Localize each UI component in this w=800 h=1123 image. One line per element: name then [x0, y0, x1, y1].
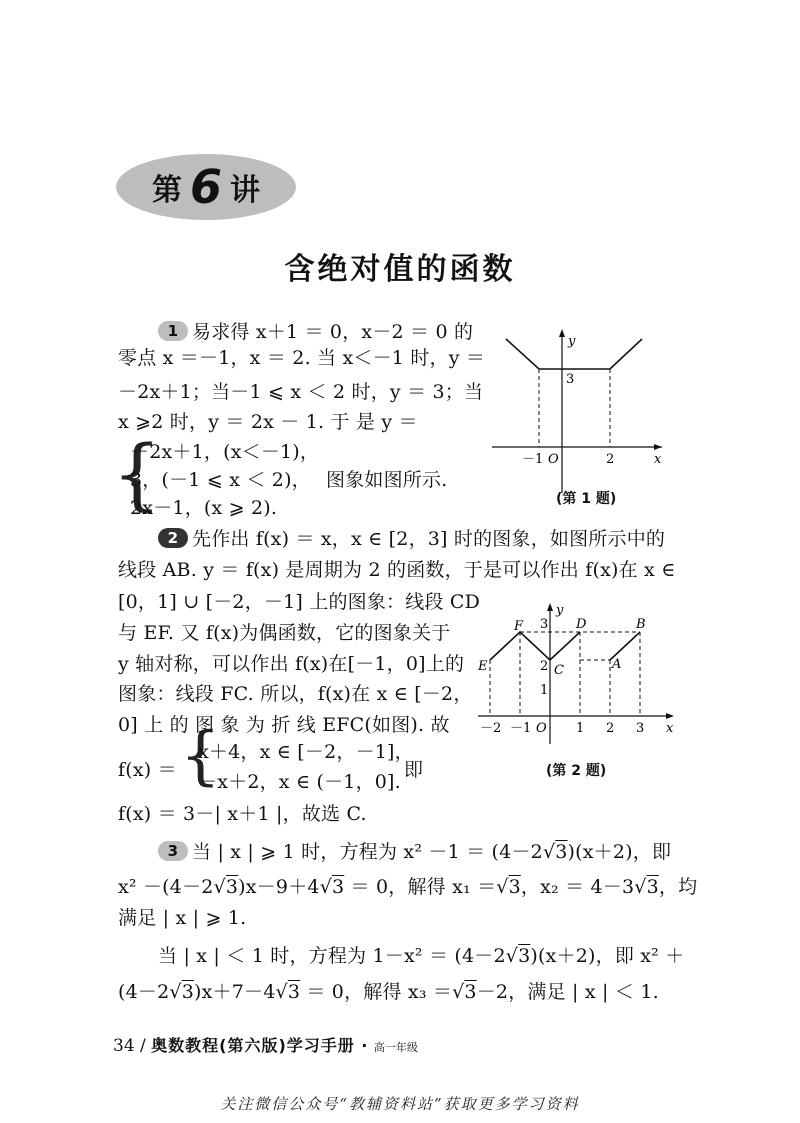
fig2-y-label: y	[556, 603, 564, 618]
problem1-number-badge: 1	[158, 321, 188, 341]
problem1-case-note: 图象如图所示.	[326, 469, 448, 491]
fig2-point-a: A	[612, 657, 622, 672]
fig1-y-tick-3: 3	[566, 372, 575, 387]
fig2-x-label: x	[666, 721, 674, 736]
fig2-polyline-efcd	[490, 632, 580, 660]
problem3-line-3: 满足 | x | ⩾ 1.	[118, 907, 247, 929]
fig1-x-tick-2: 2	[606, 452, 615, 467]
problem2-line-3: [0，1] ∪ [－2，－1] 上的图象：线段 CD	[118, 591, 481, 613]
fig2-segment-ab	[610, 632, 640, 660]
problem1-line-2: 零点 x ＝－1，x ＝ 2. 当 x＜－1 时，y ＝	[118, 347, 486, 369]
book-title: 奥数教程(第六版)学习手册 ·	[151, 1036, 369, 1055]
problem1-line-4: x ⩾2 时，y ＝ 2x － 1. 于 是 y ＝	[118, 411, 418, 433]
problem2-case-1: x＋4，x ∈ [－2，－1]，	[198, 741, 414, 763]
fig2-point-b: B	[636, 617, 646, 632]
problem3-line-5: (4－2√3)x＋7－4√3 ＝ 0，解得 x₃ ＝√3－2，满足 | x | ＜ 1.	[118, 981, 659, 1003]
problem2-line-5: y 轴对称，可以作出 f(x)在[－1，0]上的	[118, 653, 465, 675]
lecture-number: 6	[189, 160, 222, 214]
fig2-point-f: F	[514, 619, 524, 634]
lecture-prefix: 第	[151, 173, 182, 208]
figure-1	[492, 325, 672, 495]
fig1-y-label: y	[568, 334, 576, 349]
fig2-point-c: C	[554, 663, 564, 678]
fig2-y-tick-1: 1	[540, 683, 549, 698]
lecture-suffix: 讲	[230, 173, 260, 208]
problem1-case-1: －2x＋1，(x＜－1)，	[130, 441, 320, 463]
problem2-f-label: f(x) ＝	[118, 759, 177, 781]
page-footer	[113, 1033, 418, 1056]
fig2-x-tick-3: 3	[636, 721, 645, 736]
fig1-x-arrow	[654, 444, 662, 450]
problem3-line-2: x² －(4－2√3)x－9＋4√3 ＝ 0，解得 x₁ ＝√3，x₂ ＝ 4－3√3，均	[118, 876, 698, 898]
problem1-line-1: 1 易求得 x＋1 ＝ 0，x－2 ＝ 0 的	[158, 320, 473, 344]
fig1-origin: O	[548, 452, 559, 467]
page-number: 34 /	[113, 1036, 146, 1056]
fig2-x-tick-2: 2	[606, 721, 615, 736]
problem3-number-badge: 3	[158, 841, 188, 861]
problem2-line-4: 与 EF. 又 f(x)为偶函数，它的图象关于	[118, 622, 451, 644]
page-title: 含绝对值的函数	[284, 252, 516, 287]
fig2-origin: O	[536, 721, 547, 736]
left-brace: {	[180, 719, 221, 793]
grade-label: 高一年级	[373, 1041, 418, 1054]
problem2-line-7: 0] 上 的 图 象 为 折 线 EFC(如图). 故	[118, 714, 450, 736]
fig1-y-arrow	[559, 329, 565, 337]
problem2-last-line: f(x) ＝ 3－| x＋1 |，故选 C.	[118, 803, 367, 825]
fig1-x-tick-m1: －1	[522, 452, 544, 467]
left-brace: {	[112, 430, 162, 520]
problem3-line-4: 当 | x | ＜ 1 时，方程为 1－x² ＝ (4－2√3)(x＋2)，即 x² ＋	[158, 945, 685, 967]
problem2-number-badge: 2	[158, 528, 188, 548]
problem1-case-2: 3，(－1 ⩽ x ＜ 2)，	[130, 469, 311, 491]
fig2-x-tick-m1: －1	[510, 721, 532, 736]
fig2-point-d: D	[576, 617, 587, 632]
problem1-case-3: 2x－1，(x ⩾ 2).	[130, 497, 278, 519]
problem1-line-3: －2x＋1；当－1 ⩽ x ＜ 2 时，y ＝ 3；当	[118, 381, 484, 403]
fig2-x-arrow	[666, 713, 674, 719]
figure-1-caption: (第 1 题)	[556, 491, 617, 507]
problem2-case-2: －x＋2，x ∈ (－1，0].	[198, 771, 401, 793]
fig2-point-e: E	[478, 659, 488, 674]
problem2-line-1: 2 先作出 f(x) ＝ x，x ∈ [2，3] 时的图象，如图所示中的	[158, 527, 665, 551]
problem2-case-note: 即	[404, 759, 424, 781]
problem3-line-1: 3 当 | x | ⩾ 1 时，方程为 x² －1 ＝ (4－2√3)(x＋2)，即	[158, 840, 671, 864]
fig2-x-tick-1: 1	[576, 721, 585, 736]
lecture-badge	[116, 154, 296, 220]
fig2-y-arrow	[547, 603, 553, 611]
figure-2	[470, 598, 680, 748]
fig1-x-label: x	[654, 452, 662, 467]
figure-2-caption: (第 2 题)	[546, 763, 607, 779]
watermark-text: 关注微信公众号“教辅资料站”获取更多学习资料	[220, 1095, 580, 1113]
problem2-line-6: 图象：线段 FC. 所以，f(x)在 x ∈ [－2，	[118, 683, 473, 705]
problem2-line-2: 线段 AB. y ＝ f(x) 是周期为 2 的函数，于是可以作出 f(x)在 x ∈	[118, 559, 676, 581]
fig2-y-tick-2: 2	[540, 659, 549, 674]
fig2-y-tick-3: 3	[540, 617, 549, 632]
fig2-x-tick-m2: －2	[480, 721, 502, 736]
